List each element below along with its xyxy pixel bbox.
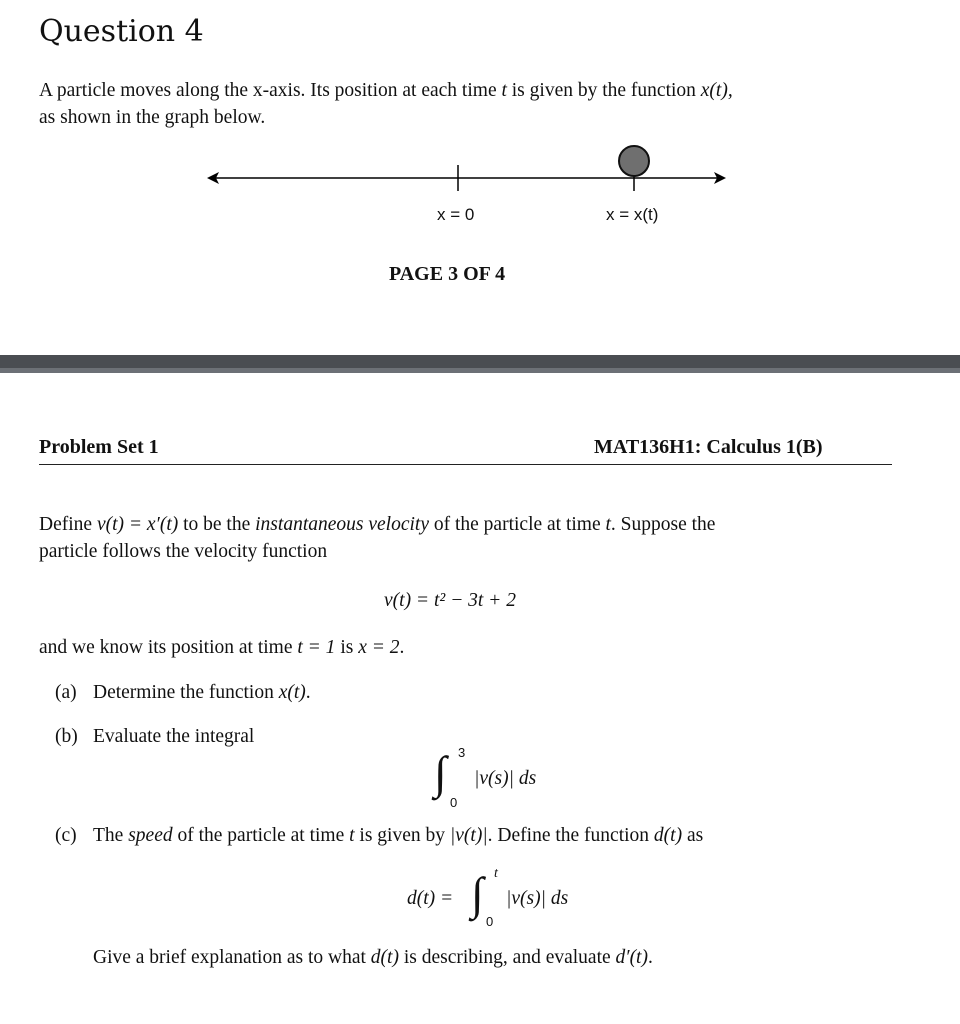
part-c-label: (c) [55, 825, 77, 846]
particle-label: x = x(t) [606, 205, 659, 224]
define-text-e: of the particle at time [428, 514, 606, 535]
part-c-text5: as [682, 825, 704, 846]
part-c-expl-text2: is describing, and evaluate [398, 947, 616, 968]
part-a-label: (a) [55, 682, 77, 703]
define-line2: particle follows the velocity function [39, 541, 328, 562]
integral-c-integrand: |v(s)| ds [506, 888, 569, 909]
part-a-func: x(t) [278, 682, 306, 703]
part-c-text3: is given by [354, 825, 450, 846]
known-position-line [39, 634, 404, 661]
question-intro-line2: as shown in the graph below. [39, 107, 266, 128]
define-text-c: to be the [178, 514, 256, 535]
part-c-d: d(t) [653, 825, 683, 846]
part-c-abs-v: |v(t)| [449, 825, 488, 846]
intro-text-b: is given by the function [506, 80, 701, 101]
page-divider [0, 355, 960, 373]
known-x-eq: x = 2 [358, 637, 400, 658]
part-b-text: Evaluate the integral [93, 726, 255, 747]
known-text-c: is [335, 637, 359, 658]
part-c-text [93, 822, 703, 849]
origin-label: x = 0 [437, 205, 475, 224]
part-c-text2: of the particle at time [172, 825, 350, 846]
part-a-text-body: Determine the function [93, 682, 279, 703]
part-c-expl-text1: Give a brief explanation as to what [93, 947, 371, 968]
integral-c-upper: t [494, 866, 498, 881]
particle-dot [619, 146, 649, 176]
part-a-end: . [305, 682, 311, 703]
integral-b-upper: 3 [458, 745, 466, 760]
define-eq: v(t) = x′(t) [96, 514, 179, 535]
known-t-eq: t = 1 [297, 637, 336, 658]
integral-c-lower: 0 [486, 914, 494, 929]
integral-b-integrand: |v(s)| ds [474, 768, 537, 789]
question-intro-line1 [39, 77, 733, 104]
part-a-text [93, 679, 311, 706]
part-c-expl-d: d(t) [370, 947, 399, 968]
define-instantaneous-velocity: instantaneous velocity [255, 514, 429, 535]
part-c-text4: . Define the function [487, 825, 654, 846]
define-text-a: Define [39, 514, 97, 535]
d-equation-lhs: d(t) = [407, 888, 454, 909]
part-c-explanation [93, 944, 653, 971]
number-line-diagram [0, 140, 960, 200]
intro-func-x: x(t), [700, 80, 733, 101]
header-left: Problem Set 1 [39, 436, 159, 458]
page-footer: PAGE 3 OF 4 [389, 263, 506, 285]
part-c-speed: speed [128, 825, 173, 846]
intro-text-a: A particle moves along the x-axis. Its position at each time [39, 80, 502, 101]
header-rule [39, 464, 892, 465]
known-text-a: and we know its position at time [39, 637, 298, 658]
integral-sign-c: ∫ [471, 868, 484, 919]
part-c-expl-end: . [647, 947, 653, 968]
part-b-label: (b) [55, 726, 78, 747]
header-right: MAT136H1: Calculus 1(B) [594, 436, 823, 458]
define-text-g: . Suppose the [610, 514, 716, 535]
intro-var-t: t [501, 80, 507, 101]
known-text-e: . [399, 637, 405, 658]
define-line1 [39, 511, 715, 538]
part-c-expl-dprime: d′(t) [615, 947, 648, 968]
part-c-text1: The [93, 825, 129, 846]
integral-b-lower: 0 [450, 795, 458, 810]
integral-sign-b: ∫ [434, 747, 447, 798]
part-c-var-t: t [349, 825, 355, 846]
define-var-t: t [605, 514, 611, 535]
question-title: Question 4 [39, 14, 204, 49]
velocity-equation: v(t) = t² − 3t + 2 [384, 590, 516, 611]
